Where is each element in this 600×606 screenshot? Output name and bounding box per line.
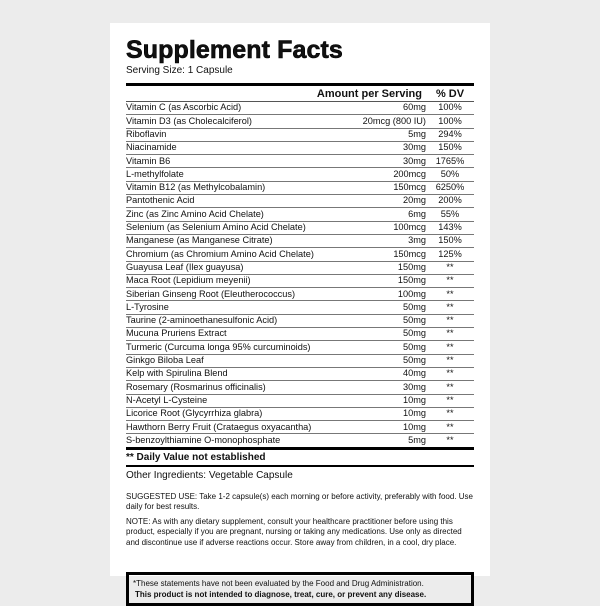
ingredient-name: L-Tyrosine: [126, 301, 316, 314]
daily-value: **: [426, 394, 474, 407]
amount-column-header: Amount per Serving: [316, 86, 426, 102]
ingredient-name: Selenium (as Selenium Amino Acid Chelate): [126, 221, 316, 234]
table-row: [126, 115, 474, 128]
amount-per-serving: 5mg: [408, 434, 426, 445]
ingredient-name: Siberian Ginseng Root (Eleutherococcus): [126, 288, 316, 301]
daily-value: 200%: [426, 195, 474, 208]
ingredient-name: Maca Root (Lepidium meyenii): [126, 274, 316, 287]
ingredient-name: Vitamin C (as Ascorbic Acid): [126, 102, 316, 115]
name-column-header: [126, 86, 316, 102]
daily-value: **: [426, 261, 474, 274]
amount-per-serving: 10mg: [316, 421, 426, 434]
amount-per-serving: 30mg: [316, 381, 426, 394]
amount-per-serving: 10mg: [316, 394, 426, 407]
ingredient-name: Hawthorn Berry Fruit (Crataegus oxyacantha): [126, 421, 316, 434]
ingredient-name: Zinc (as Zinc Amino Acid Chelate): [126, 208, 316, 221]
daily-value: 143%: [426, 221, 474, 234]
amount-per-serving: 100mg: [316, 288, 426, 301]
ingredient-name: S-benzoylthiamine O-monophosphate: [126, 434, 281, 445]
facts-table-body: [126, 102, 474, 447]
daily-value: **: [426, 274, 474, 287]
fda-disclaimer-box: [126, 572, 474, 606]
warning-note: NOTE: As with any dietary supplement, consult your healthcare practitioner before using this product, especially if you are pregnant, nursing or taking any medications. Use only as directed and discontinue use if adverse reactions occur. Store away from children, in a cool, dry place.: [126, 516, 462, 547]
table-row: [126, 421, 474, 434]
serving-size: Serving Size: 1 Capsule: [126, 65, 233, 76]
table-row: [126, 102, 474, 115]
table-row: [126, 181, 474, 194]
daily-value: 150%: [426, 141, 474, 154]
table-row: [126, 234, 474, 247]
ingredient-name: Manganese (as Manganese Citrate): [126, 234, 316, 247]
table-row: [126, 394, 474, 407]
daily-value: 50%: [426, 168, 474, 181]
disclaimer-line-2: This product is not intended to diagnose, treat, cure, or prevent any disease.: [135, 590, 427, 600]
table-row: [126, 328, 474, 341]
amount-per-serving: 50mg: [316, 314, 426, 327]
amount-per-serving: 50mg: [316, 328, 426, 341]
daily-value: 55%: [426, 208, 474, 221]
amount-per-serving: 100mcg: [316, 221, 426, 234]
panel-title: Supplement Facts: [126, 36, 343, 64]
amount-per-serving: 50mg: [316, 354, 426, 367]
ingredient-name: Ginkgo Biloba Leaf: [126, 354, 316, 367]
table-row: [126, 288, 474, 301]
amount-per-serving: 40mg: [316, 367, 426, 380]
facts-table: [126, 86, 474, 447]
ingredient-name: Riboflavin: [126, 128, 316, 141]
daily-value: 100%: [426, 102, 474, 115]
table-row: [126, 274, 474, 287]
amount-per-serving: 10mg: [316, 407, 426, 420]
amount-per-serving: 150mg: [316, 261, 426, 274]
table-row: [126, 141, 474, 154]
daily-value: 100%: [426, 115, 474, 128]
daily-value: **: [426, 367, 474, 380]
table-row: [126, 367, 474, 380]
daily-value: **: [426, 341, 474, 354]
daily-value: **: [426, 314, 474, 327]
amount-per-serving: 150mcg: [316, 248, 426, 261]
ingredient-name: Pantothenic Acid: [126, 195, 316, 208]
amount-per-serving: 5mg: [316, 128, 426, 141]
amount-per-serving: 20mg: [316, 195, 426, 208]
amount-per-serving: 60mg: [316, 102, 426, 115]
daily-value: 1765%: [426, 155, 474, 168]
table-row: [126, 354, 474, 367]
amount-per-serving: 50mg: [316, 341, 426, 354]
ingredient-name: Vitamin B6: [126, 155, 316, 168]
table-row: [126, 221, 474, 234]
suggested-use: SUGGESTED USE: Take 1-2 capsule(s) each morning or before activity, preferably with food. Use daily for best results.: [126, 491, 473, 512]
amount-per-serving: 30mg: [316, 155, 426, 168]
ingredient-name: Rosemary (Rosmarinus officinalis): [126, 381, 316, 394]
daily-value: **: [446, 434, 454, 445]
daily-value: **: [426, 407, 474, 420]
ingredient-name: Vitamin D3 (as Cholecalciferol): [126, 115, 316, 128]
table-row: [126, 434, 474, 447]
table-row: [126, 248, 474, 261]
daily-value: 294%: [426, 128, 474, 141]
amount-per-serving: 6mg: [316, 208, 426, 221]
table-row: [126, 128, 474, 141]
dv-column-header: % DV: [426, 86, 474, 102]
disclaimer-line-1: *These statements have not been evaluated by the Food and Drug Administration.: [133, 579, 424, 589]
amount-per-serving: 3mg: [316, 234, 426, 247]
ingredient-name: Guayusa Leaf (Ilex guayusa): [126, 261, 316, 274]
ingredient-name: Niacinamide: [126, 141, 316, 154]
daily-value: 150%: [426, 234, 474, 247]
ingredient-name: Turmeric (Curcuma longa 95% curcuminoids): [126, 341, 316, 354]
daily-value: **: [426, 328, 474, 341]
daily-value: **: [426, 288, 474, 301]
table-row: [126, 168, 474, 181]
amount-per-serving: 150mcg: [316, 181, 426, 194]
daily-value: **: [426, 421, 474, 434]
table-row: [126, 155, 474, 168]
ingredient-name: N-Acetyl L-Cysteine: [126, 394, 316, 407]
table-row: [126, 341, 474, 354]
table-row: [126, 314, 474, 327]
ingredient-name: Taurine (2-aminoethanesulfonic Acid): [126, 314, 316, 327]
ingredient-name: L-methylfolate: [126, 168, 316, 181]
table-row: [126, 301, 474, 314]
amount-per-serving: 30mg: [316, 141, 426, 154]
ingredient-name: Licorice Root (Glycyrrhiza glabra): [126, 407, 316, 420]
amount-per-serving: 150mg: [316, 274, 426, 287]
daily-value: 125%: [426, 248, 474, 261]
ingredient-name: Chromium (as Chromium Amino Acid Chelate): [126, 248, 316, 261]
daily-value: **: [426, 301, 474, 314]
table-row: [126, 407, 474, 420]
dv-footnote: ** Daily Value not established: [126, 450, 474, 467]
table-row: [126, 195, 474, 208]
table-row: [126, 208, 474, 221]
amount-per-serving: 200mcg: [316, 168, 426, 181]
daily-value: 6250%: [426, 181, 474, 194]
ingredient-name: Kelp with Spirulina Blend: [126, 367, 316, 380]
daily-value: **: [426, 381, 474, 394]
amount-per-serving: 20mcg (800 IU): [316, 115, 426, 128]
ingredient-name: Vitamin B12 (as Methylcobalamin): [126, 181, 316, 194]
table-header-row: [126, 86, 474, 102]
daily-value: **: [426, 354, 474, 367]
table-row: [126, 261, 474, 274]
ingredient-name: Mucuna Pruriens Extract: [126, 328, 316, 341]
other-ingredients: Other Ingredients: Vegetable Capsule: [126, 469, 293, 481]
table-row: [126, 381, 474, 394]
supplement-facts-panel: [110, 23, 490, 600]
amount-per-serving: 50mg: [316, 301, 426, 314]
